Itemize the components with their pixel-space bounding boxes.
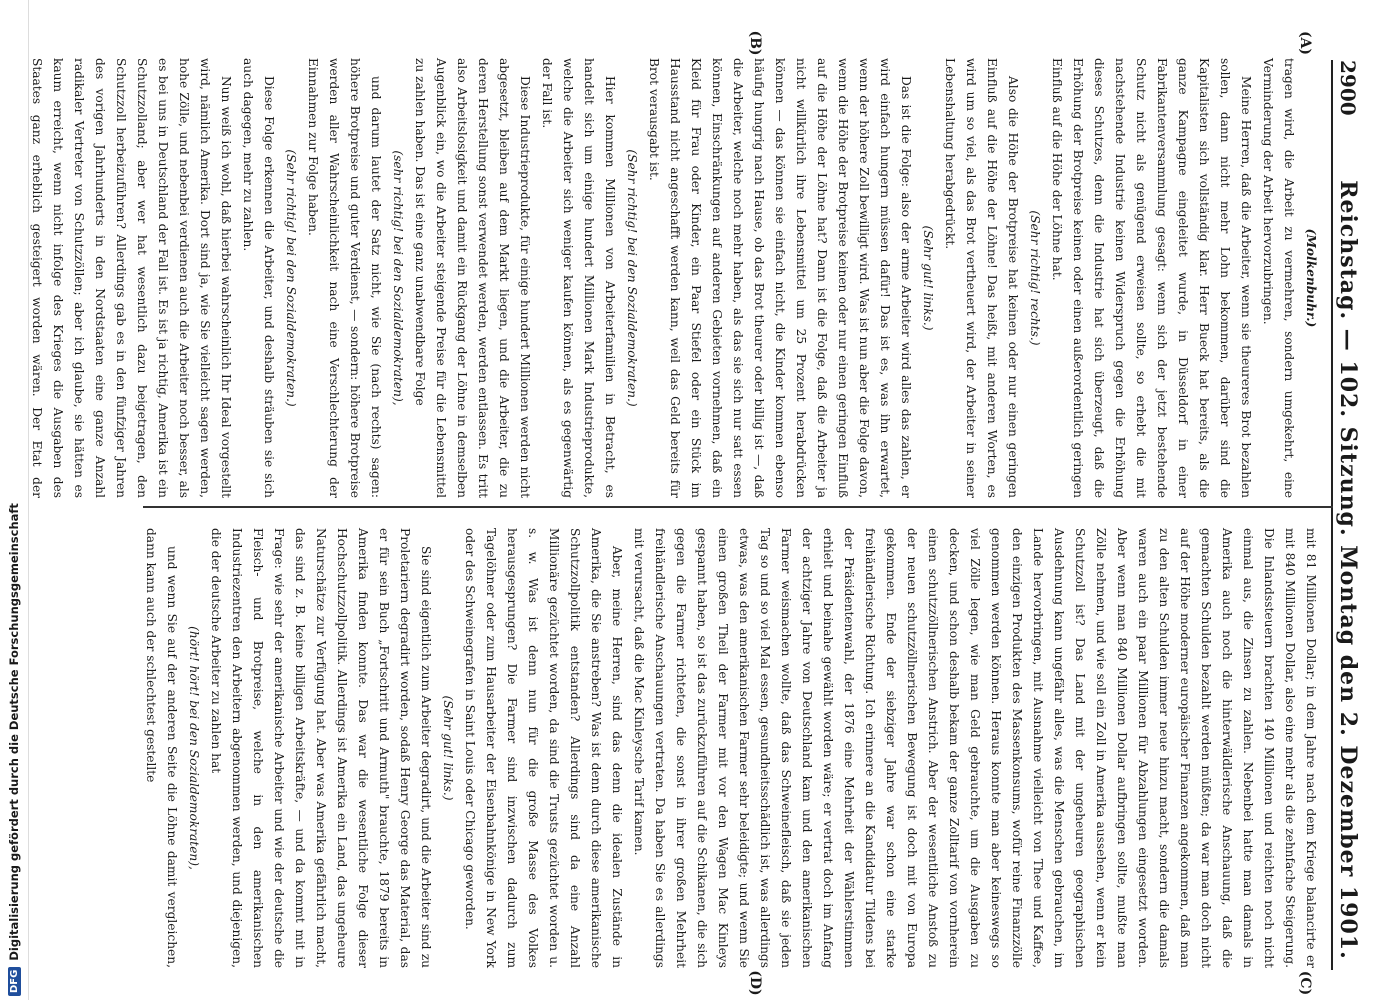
interjection: (Sehr richtig! bei den Sozialdemokraten.) [625,149,639,407]
page-header [1331,60,1363,970]
interjection: (Sehr gut! links.) [441,695,455,801]
interjection: (hört! hört! bei den Sozialdemokraten), [187,626,201,870]
paragraph: Aber, meine Herren, sind das denn die idealen Zustände in Amerika, die Sie anstreben? Was ist denn durch diese amerikanische Schutzzollpolitik entstanden? Allerdings sind da eine Anzahl Millionäre gezüchtet worden, da sind die Trusts gezüchtet worden u. s. w. Was ist denn nun für die große Masse des Volkes herausgesprungen? Die Farmer sind inzwischen dadurch zum Tagelöhner oder zum Hausarbeiter der Eisenbahnkönige in New York oder des Schweinegrafen in Saint Louis oder Chicago geworden. [463,528,624,968]
speaker-name: (Molkenbuhr.) [1304,228,1318,328]
page-number: 2900 [1336,60,1360,116]
margin-mark-b: (B) [747,30,763,56]
footer-strip [0,0,29,1000]
paragraph: mit 81 Millionen Dollar; in dem Jahre nach dem Kriege balancirte er mit 840 Millionen Dollar, also eine mehr als die zehnfache Steigerung. Die Inlandssteuern brachten 140 Millionen und reichten noch nicht einmal aus, die Zinsen zu zahlen. Nebenbei hatte man damals in Amerika auch noch die hinterwäldlerische Anschauung, daß die gemachten Schulden bezahlt werden müßten; da war man doch nicht auf der Höhe moderner europäischer Finanzen angekommen, daß man zu den alten Schulden immer neue hinzu macht, sondern die damals waren auch ein paar Millionen für Abzahlungen eingesetzt worden. Aber wenn man 840 Millionen Dollar aufbringen sollte, mußte man Zölle nehmen, und wie soll ein Zoll in Amerika aussehen, wenn er kein Schutzzoll ist? Das Land mit der ungeheuren geographischen Ausdehnung kann ungefähr alles, was die Menschen gebrauchen, im Lande hervorbringen, mit Ausnahme vielleicht von Thee und Kaffee, den einzigen Produkten des Massenkonsums, wofür reine Finanzzölle genommen werden können. Heraus konnte man aber keineswegs so viel Zölle legen, wie man Geld gebrauchte, um die Ausgaben zu decken, und schon deshalb bekam der ganze Zolltarif von vornherein einen schutzzöllnerischen Anstrich. Aber der wesentliche Anstoß zu der neuen schutzzöllnerischen Bewegung ist doch mit von Europa gekommen. Ende der siebziger Jahre war schon eine starke freihändlerische Richtung. Ich erinnere an die Kandidatur Tildens bei der Präsidentenwahl, der 1876 eine Mehrheit der Wählerstimmen erhielt und beinahe gewählt worden wäre; er vertrat doch im Anfang der achtziger Jahre von Deutschland kam und den amerikanischen Farmer weismachen wollte, daß das Schweinefleisch, daß sie jeden Tag so und so viel Mal essen, gesundheitsschädlich ist, was allerdings etwas, was den amerikanischen Farmer sehr beleidigte; und wenn Sie einen großen Theil der Farmer mit vor den Wagen Mac Kinleys gespannt haben, so ist das zurückzuführen auf die Schikanen, die sich gegen die Farmer richteten, die sonst in ihrer großen Mehrheit freihändlerische Anschauungen vertraten. Da haben Sie es allerdings mit verursacht, daß die Mac Kinleysche Tarif kamen. [632,528,1318,968]
paragraph: Hier kommen Millionen von Arbeiterfamilien in Betracht, es handelt sich um einige hundert Millionen Mark Industrieprodukte, welche die Arbeiter sich weniger kaufen können, als es gegenwärtig der Fall ist. [540,58,617,498]
paragraph: Also die Höhe der Brotpreise hat keinen oder nur einen geringen Einfluß auf die Höhe der Löhne! Das heißt, mit anderen Worten, es wird um so viel, als das Brot vertheuert wird, der Arbeiter in seiner Lebenshaltung herabgedrückt. [943,58,1020,498]
interjection: (sehr richtig! bei den Sozialdemokraten), [391,150,405,406]
paragraph: Diese Folge erkennen die Arbeiter, und deshalb sträuben sie sich auch dagegen, mehr zu zahlen. [241,58,276,498]
left-text-column [30,58,1321,498]
column-divider [143,506,1333,508]
margin-mark-a: (A) [1297,30,1313,56]
paragraph: und wenn Sie auf der anderen Seite die Löhne damit vergleichen, dann kann auch der schlechtest gestellte [144,528,179,968]
margin-mark-c: (C) [1297,970,1313,996]
paragraph: Meine Herren, daß die Arbeiter, wenn sie theureres Brot bezahlen sollen, dann nicht mehr Lohn bekommen, darüber sind die Kapitalisten sich vollständig klar. Herr Bueck hat bereits, als die ganze Kampagne eingeleitet wurde, in Düsseldorf in einer Fabrikantenversammlung gesagt: wenn sich der jetzt bestehende Schutz nicht als genügend erweisen sollte, so erhebt die mit nachstehende Industrie keinen Widerspruch gegen die Erhöhung dieses Schutzes, denn die Industrie hat sich überzeugt, daß die Erhöhung der Brotpreise keinen oder einen außerordentlich geringen Einfluß auf die Höhe der Löhne hat. [1050,58,1253,498]
paragraph: tragen wird, die Arbeit zu vermehren, sondern umgekehrt, eine Verminderung der Arbeit hervorzubringen. [1261,58,1296,498]
paragraph: Das ist die Folge: also der arme Arbeiter wird alles das zahlen, er wird einfach hungern müssen dafür! Das ist es, was ihn erwartet, wenn der höhere Zoll bewilligt wird. Was ist nun aber die Folge davon, wenn die Höhe der Brotpreise keinen oder nur einen geringen Einfluß auf die Höhe der Löhne hat? Dann ist die Folge, daß die Arbeiter ja nicht willkürlich ihre Lebensmittel um 25 Prozent herabdrücken können — das können sie einfach nicht, die Kinder kommen ebenso häufig hungrig nach Hause, ob das Brot theurer oder billig ist —, daß die Arbeiter, welche noch mehr haben, als das sie sich nur satt essen können, Einschränkungen auf anderen Gebieten vornehmen, daß ein Kleid für Frau oder Kinder, ein Paar Stiefel oder ein Stück im Hausstand nicht angeschafft werden kann, weil das Geld bereits für Brot verausgabt ist. [647,58,913,498]
paragraph: und darum lautet der Satz nicht, wie Sie (nach rechts) sagen: höhere Brotpreise und guter Verdienst, — sondern: höhere Brotpreise werden aller Wahrscheinlichkeit nach eine Verschlechterung der Einnahmen zur Folge haben. [306,58,383,498]
paragraph: Nun weiß ich wohl, daß hierbei wahrscheinlich Ihr Ideal vorgestellt wird, nämlich Amerika. Dort sind ja, wie Sie vielleicht sagen werden, hohe Zölle, und nebenbei verdienen auch die Arbeiter noch besser, als es bei uns in Deutschland der Fall ist. Es ist ja richtig, Amerika ist ein Schutzzolland; aber wer hat wesentlich dazu beigetragen, den Schutzzoll herbeizuführen? Allerdings gab es in den fünfziger Jahren des vorigen Jahrhunderts in den Nordstaaten eine ganze Anzahl radikaler Vertreter von Schutzzöllen; aber ich glaube, sie hätten es kaum erreicht, wenn nicht infolge des Krieges die Ausgaben des Staates ganz erheblich gesteigert worden wären. Der Etat der [30,58,233,498]
paragraph: Diese Industrieprodukte, für einige hundert Millionen werden nicht abgesetzt, bleiben auf dem Markt liegen, und die Arbeiter, die zu deren Herstellung sonst verwendet werden, werden entlassen. Es tritt also Arbeitslosigkeit und damit ein Rückgang der Löhne in demselben Augenblick ein, wo die Arbeiter steigende Preise für die Lebensmittel zu zahlen haben. Das ist eine ganz unabwendbare Folge [413,58,532,498]
right-text-column [144,528,1321,968]
footer-credit-text: Digitalisierung gefördert durch die Deutsche Forschungsgemeinschaft [7,503,21,961]
interjection: (Sehr richtig! rechts.) [1028,210,1042,346]
paragraph: Sie sind eigentlich zum Arbeiter degradirt, und die Arbeiter sind zu Proletariern degradirt worden, sodaß Henry George das Material, das er für sein Buch „Fortschritt und Armuth" brauchte, 1879 bereits in Amerika finden konnte. Das war die wesentliche Folge dieser Hochschutzzollpolitik. Allerdings ist Amerika ein Land, das ungeheure Naturschätze zur Verfügung hat. Aber was Amerika gefährlich macht, das sind z. B. keine billigen Arbeitskräfte, — und da kommt mit in Frage: wie sehr der amerikanische Arbeiter und wie der deutsche die Fleisch- und Brotpreise, welche in den amerikanischen Industriezentren den Arbeitern abgenommen werden, und diejenigen, die der deutsche Arbeiter zu zahlen hat [209,528,433,968]
margin-mark-d: (D) [747,970,763,996]
interjection: (Sehr richtig! bei den Sozialdemokraten.) [284,149,298,407]
dfg-logo-icon: DFG [8,967,21,996]
footer-credit [4,16,24,996]
interjection: (Sehr gut! links.) [921,225,935,331]
header-title: Reichstag. — 102. Sitzung. Montag den 2. Dezember 1901. [1335,180,1361,960]
rotated-document-page [30,0,1383,1000]
